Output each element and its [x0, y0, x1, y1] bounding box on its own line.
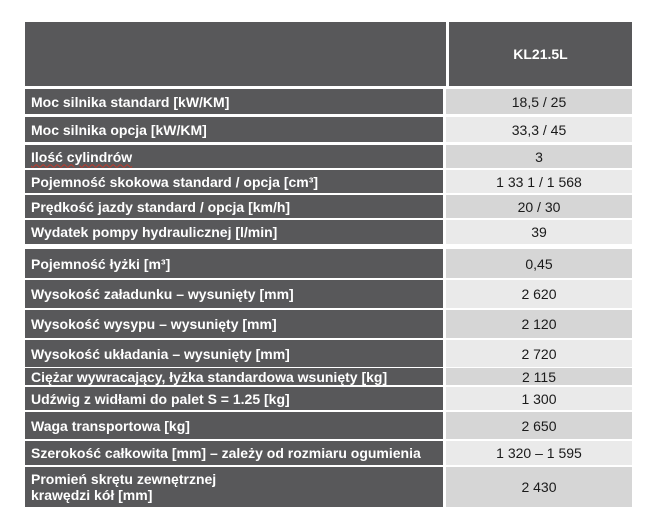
row-value: 20 / 30 [446, 195, 632, 218]
table-row [25, 249, 632, 278]
table-row [25, 170, 632, 193]
row-label: Wydatek pompy hydraulicznej [l/min] [25, 220, 446, 244]
row-label-text: Ilość cylindrów [31, 148, 133, 165]
table-row [25, 280, 632, 308]
row-label: Pojemność łyżki [m³] [25, 249, 446, 278]
row-value: 2 620 [446, 280, 632, 308]
table-row [25, 412, 632, 439]
table-row [25, 441, 632, 465]
row-value: 1 33 1 / 1 568 [446, 170, 632, 193]
table-row [25, 145, 632, 168]
row-value: 33,3 / 45 [446, 117, 632, 142]
row-label: Wysokość załadunku – wysunięty [mm] [25, 280, 446, 308]
row-value: 2 430 [446, 467, 632, 507]
table-row [25, 195, 632, 218]
row-value: 39 [446, 220, 632, 244]
table-row [25, 467, 632, 507]
row-label: Ciężar wywracający, łyżka standardowa wsunięty [kg] [25, 368, 446, 385]
row-value: 1 320 – 1 595 [446, 441, 632, 465]
row-value: 2 115 [446, 368, 632, 385]
row-label: Wysokość układania – wysunięty [mm] [25, 340, 446, 367]
row-value: 1 300 [446, 387, 632, 410]
table-row [25, 89, 632, 114]
row-value: 2 720 [446, 340, 632, 367]
table-row [25, 368, 632, 385]
table-row [25, 220, 632, 244]
table-row [25, 340, 632, 367]
row-label: Promień skrętu zewnętrznej krawędzi kół [mm] [25, 467, 446, 507]
header-label-cell [25, 22, 449, 86]
row-value: 2 120 [446, 310, 632, 338]
model-header: KL21.5L [449, 22, 632, 86]
row-label: Szerokość całkowita [mm] – zależy od rozmiaru ogumienia [25, 441, 446, 465]
row-label: Pojemność skokowa standard / opcja [cm³] [25, 170, 446, 193]
table-row [25, 387, 632, 410]
row-label: Udźwig z widłami do palet S = 1.25 [kg] [25, 387, 446, 410]
row-label: Wysokość wysypu – wysunięty [mm] [25, 310, 446, 338]
table-row [25, 310, 632, 338]
row-label: Prędkość jazdy standard / opcja [km/h] [25, 195, 446, 218]
row-value: 3 [446, 145, 632, 168]
row-value: 0,45 [446, 249, 632, 278]
row-value: 18,5 / 25 [446, 89, 632, 114]
row-label: Moc silnika opcja [kW/KM] [25, 117, 446, 142]
row-label: Waga transportowa [kg] [25, 412, 446, 439]
table-row [25, 117, 632, 142]
row-value: 2 650 [446, 412, 632, 439]
row-label [25, 145, 446, 168]
table-header [25, 22, 632, 86]
row-label: Moc silnika standard [kW/KM] [25, 89, 446, 114]
